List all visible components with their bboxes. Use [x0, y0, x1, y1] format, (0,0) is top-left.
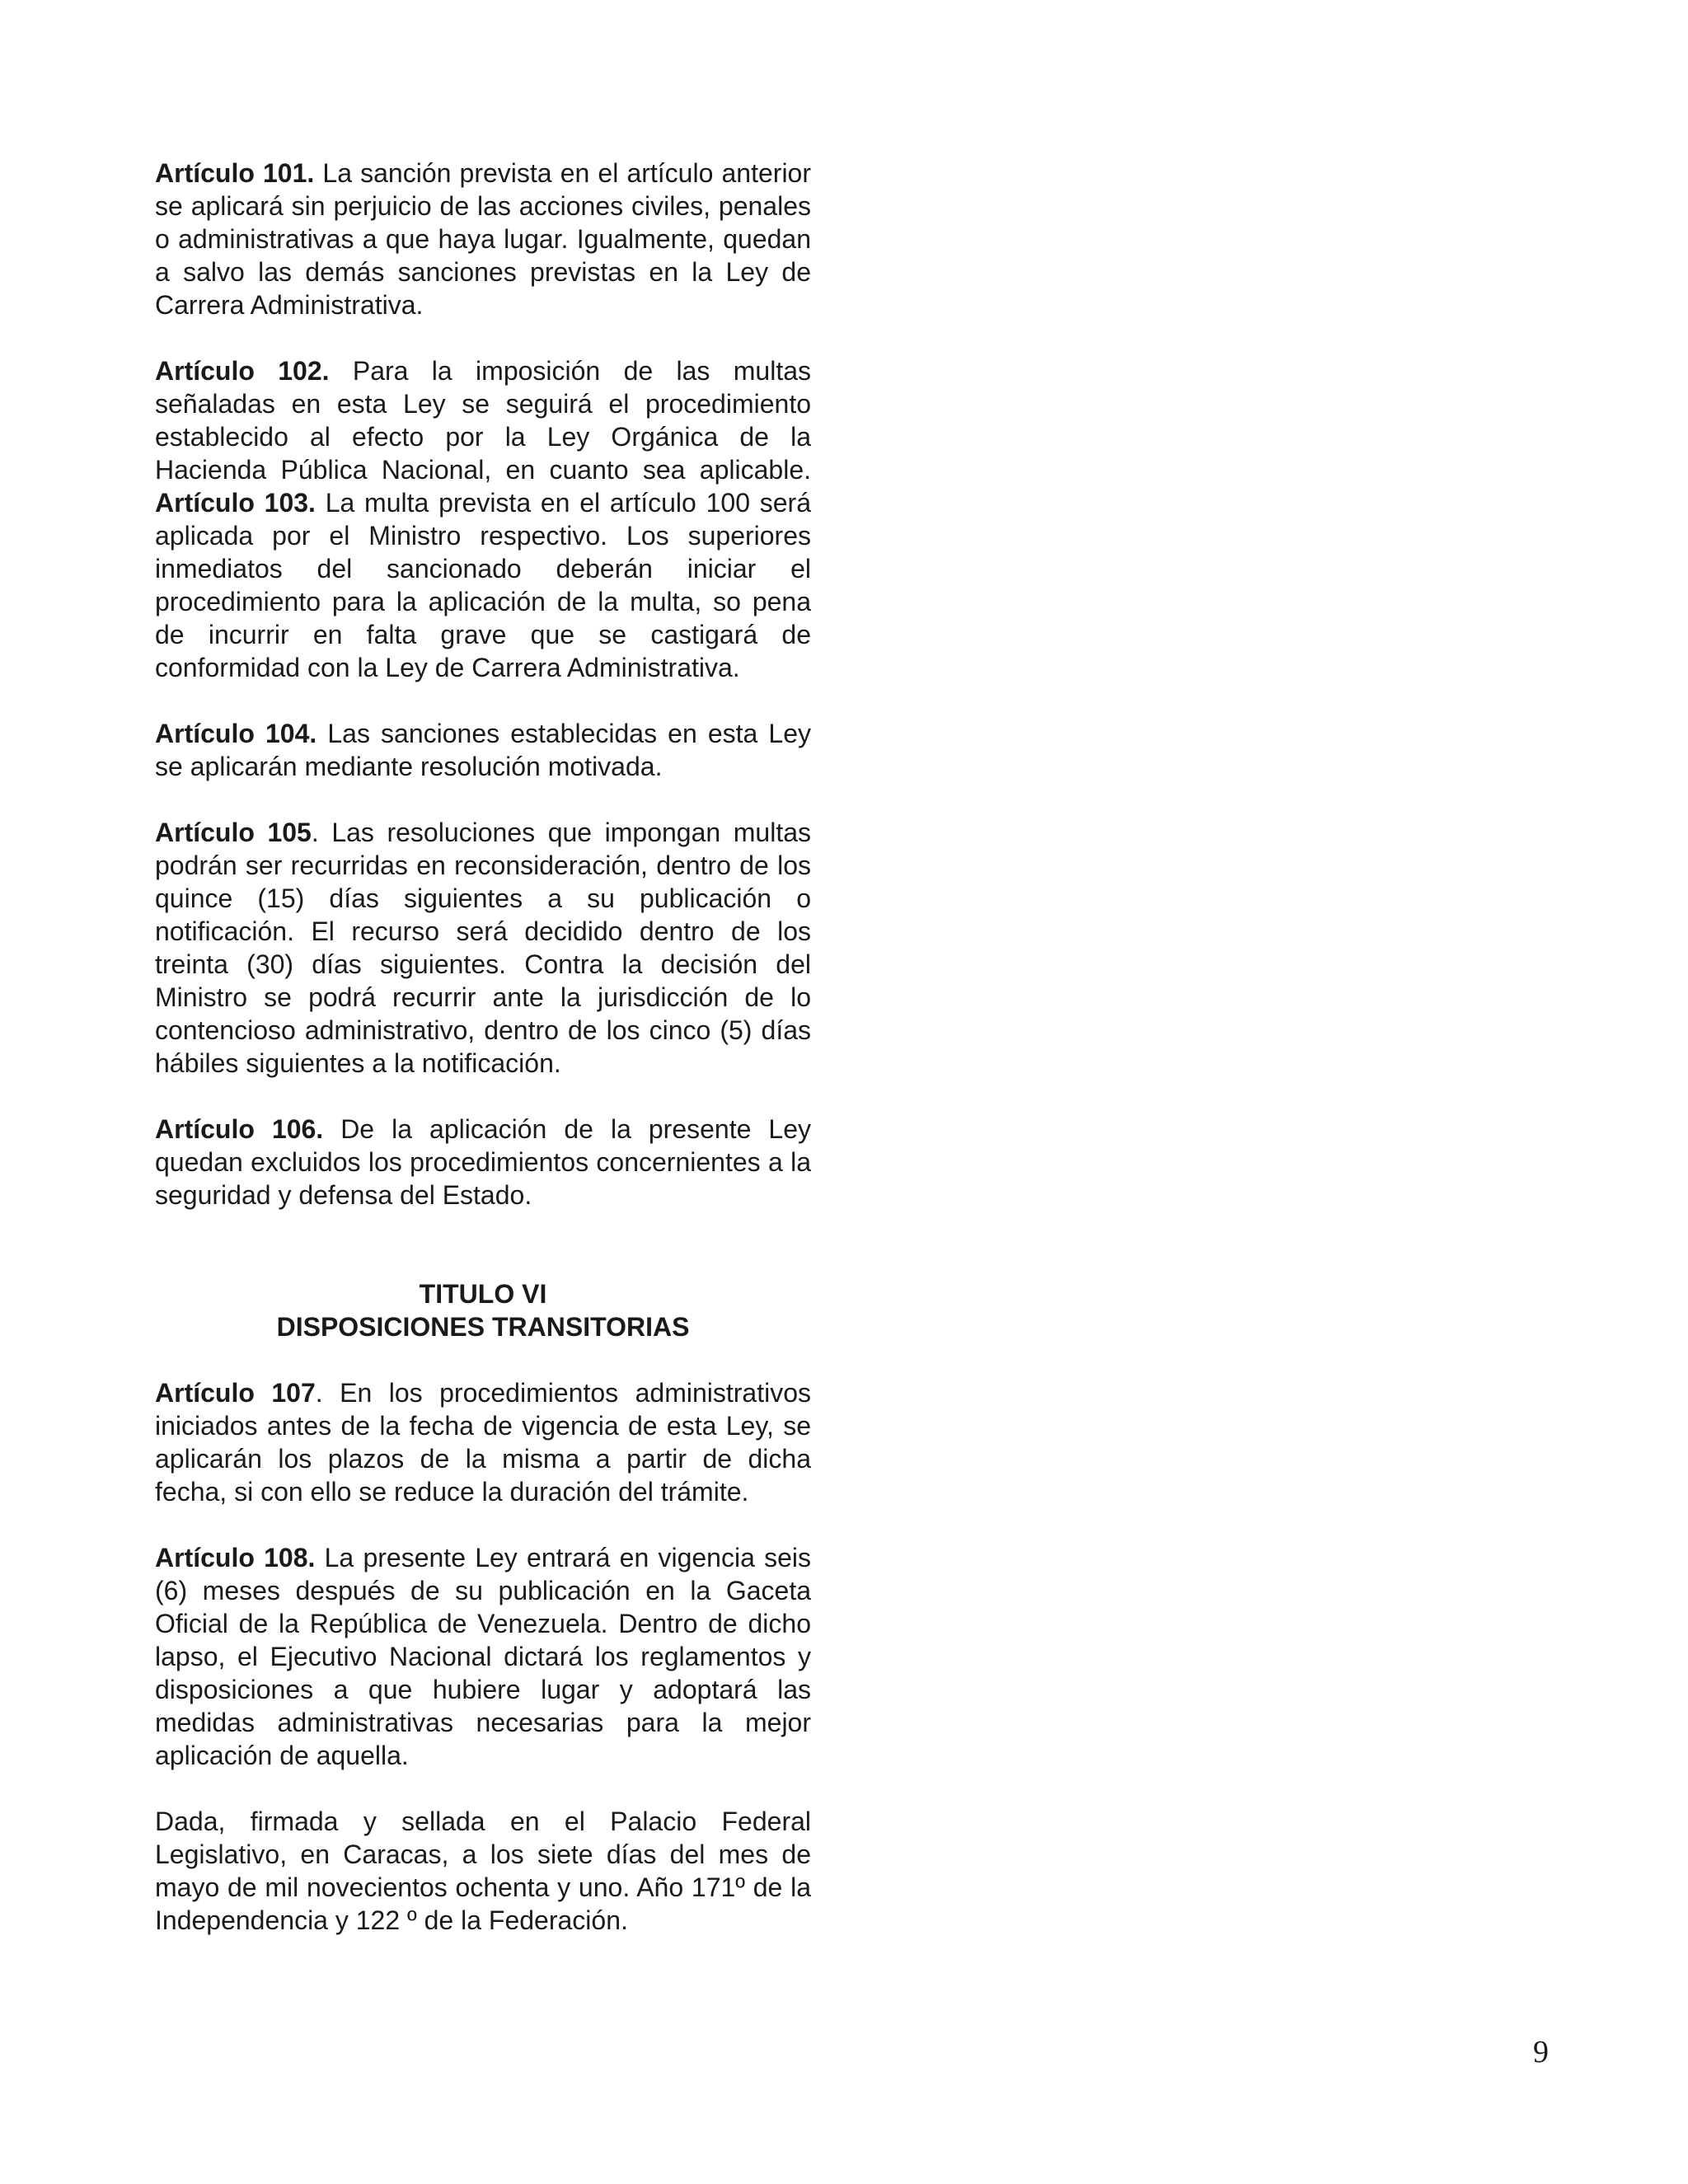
title-number: TITULO VI: [419, 1279, 547, 1309]
article-106-label: Artículo 106.: [155, 1114, 324, 1144]
article-105-text: . Las resoluciones que impongan multas podrán ser recurridas en reconsideración, dentro de los quince (15) días siguientes a su publicación o notificación. El recurso será decidido dentro de los treinta (30) días siguientes. Contra la decisión del Ministro se podrá recurrir ante la jurisdicción de lo contencioso administrativo, dentro de los cinco (5) días hábiles siguientes a la notificación.: [155, 818, 812, 1078]
article-108: [155, 1541, 811, 1772]
text-column: [155, 157, 811, 1970]
article-103-text: La multa prevista en el artículo 100 será aplicada por el Ministro respectivo. Los superiores inmediatos del sancionado deberán iniciar el procedimiento para la aplicación de la multa, so pena de incurrir en falta grave que se castigará de conformidad con la Ley de Carrera Administrativa.: [155, 488, 812, 682]
article-105-label: Artículo 105: [155, 818, 312, 847]
article-106: [155, 1113, 811, 1212]
article-101-label: Artículo 101.: [155, 158, 315, 188]
article-102: [155, 354, 811, 486]
closing-paragraph: Dada, firmada y sellada en el Palacio Federal Legislativo, en Caracas, a los siete días del mes de mayo de mil novecientos ochenta y uno. Año 171º de la Independencia y 122 º de la Federación.: [155, 1807, 811, 1935]
page-number: 9: [1533, 2035, 1549, 2069]
article-105: [155, 816, 811, 1080]
article-107-label: Artículo 107: [155, 1378, 316, 1408]
article-102-label: Artículo 102.: [155, 356, 330, 386]
article-107-text: . En los procedimientos administrativos iniciados antes de la fecha de vigencia de esta Ley, se aplicarán los plazos de la misma a partir de dicha fecha, si con ello se reduce la duración del trámite.: [155, 1378, 812, 1507]
article-108-text: La presente Ley entrará en vigencia seis (6) meses después de su publicación en la Gaceta Oficial de la República de Venezuela. Dentro de dicho lapso, el Ejecutivo Nacional dictará los reglamentos y disposiciones a que hubiere lugar y adoptará las medidas administrativas necesarias para la mejor aplicación de aquella.: [155, 1543, 812, 1770]
article-107: [155, 1376, 811, 1508]
article-102-text: Para la imposición de las multas señaladas en esta Ley se seguirá el procedimiento establecido al efecto por la Ley Orgánica de la Hacienda Pública Nacional, en cuanto sea aplicable.: [155, 356, 811, 485]
article-104: [155, 717, 811, 783]
section-heading: [155, 1277, 811, 1343]
article-104-text: Las sanciones establecidas en esta Ley se aplicarán mediante resolución motivada.: [155, 719, 812, 781]
article-103-label: Artículo 103.: [155, 488, 316, 518]
article-104-label: Artículo 104.: [155, 719, 317, 748]
article-101: [155, 157, 811, 321]
article-103: [155, 486, 811, 684]
article-106-text: De la aplicación de la presente Ley quedan excluidos los procedimientos concernientes a la seguridad y defensa del Estado.: [155, 1114, 812, 1210]
article-101-text: La sanción prevista en el artículo anterior se aplicará sin perjuicio de las acciones civiles, penales o administrativas a que haya lugar. Igualmente, quedan a salvo las demás sanciones previstas en la Ley de Carrera Administrativa.: [155, 158, 812, 320]
article-108-label: Artículo 108.: [155, 1543, 316, 1572]
title-name: DISPOSICIONES TRANSITORIAS: [276, 1312, 690, 1342]
